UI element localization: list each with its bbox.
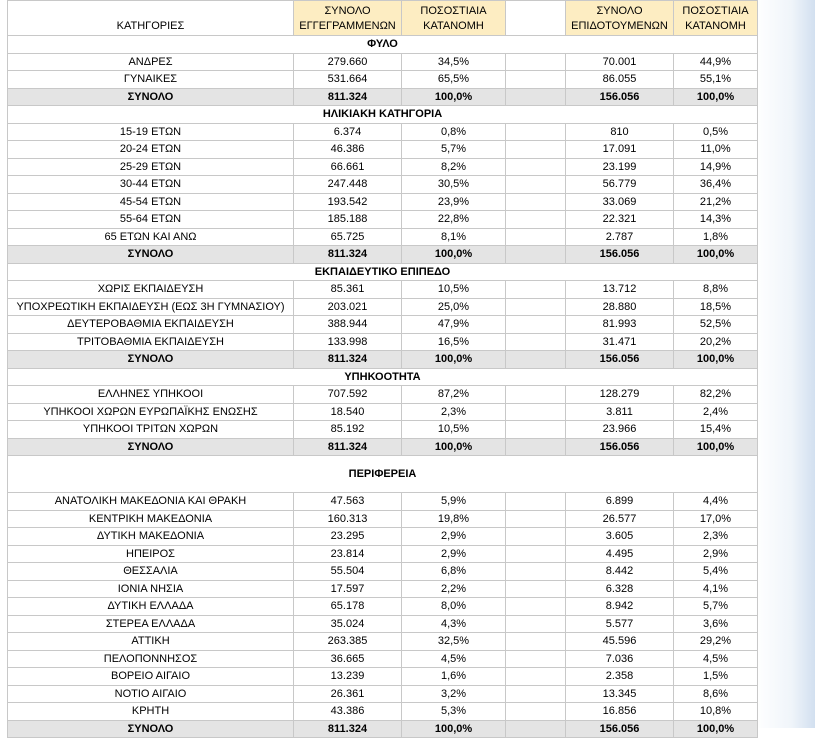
total-registered-pct: 100,0%: [402, 246, 506, 264]
section-header-row: [8, 263, 758, 281]
registered-count: 193.542: [294, 193, 402, 211]
table-row: [8, 71, 758, 89]
registered-count: 55.504: [294, 563, 402, 581]
spacer-cell: [506, 633, 566, 651]
header-line: ΚΑΤΑΝΟΜΗ: [685, 20, 746, 32]
registered-pct: 87,2%: [402, 386, 506, 404]
registered-count: 203.021: [294, 298, 402, 316]
subsidized-pct: 4,4%: [674, 493, 758, 511]
total-registered-count: 811.324: [294, 88, 402, 106]
subsidized-count: 45.596: [566, 633, 674, 651]
spacer-cell: [506, 421, 566, 439]
registered-count: 279.660: [294, 53, 402, 71]
subsidized-pct: 10,8%: [674, 703, 758, 721]
total-subsidized-count: 156.056: [566, 438, 674, 456]
subsidized-pct: 20,2%: [674, 333, 758, 351]
header-line: ΚΑΤΑΝΟΜΗ: [423, 20, 484, 32]
total-registered-pct: 100,0%: [402, 351, 506, 369]
spacer-cell: [506, 53, 566, 71]
registered-pct: 6,8%: [402, 563, 506, 581]
row-label: ΝΟΤΙΟ ΑΙΓΑΙΟ: [8, 685, 294, 703]
row-label: ΧΩΡΙΣ ΕΚΠΑΙΔΕΥΣΗ: [8, 281, 294, 299]
subsidized-count: 23.966: [566, 421, 674, 439]
row-label: ΙΟΝΙΑ ΝΗΣΙΑ: [8, 580, 294, 598]
registered-count: 531.664: [294, 71, 402, 89]
table-row: [8, 193, 758, 211]
subsidized-pct: 55,1%: [674, 71, 758, 89]
subsidized-count: 2.358: [566, 668, 674, 686]
row-label: ΔΕΥΤΕΡΟΒΑΘΜΙΑ ΕΚΠΑΙΔΕΥΣΗ: [8, 316, 294, 334]
registered-pct: 5,9%: [402, 493, 506, 511]
total-registered-count: 811.324: [294, 720, 402, 738]
row-label: ΔΥΤΙΚΗ ΕΛΛΑΔΑ: [8, 598, 294, 616]
spacer-cell: [506, 703, 566, 721]
registered-count: 35.024: [294, 615, 402, 633]
spacer-cell: [506, 650, 566, 668]
row-label: ΠΕΛΟΠΟΝΝΗΣΟΣ: [8, 650, 294, 668]
registered-pct: 65,5%: [402, 71, 506, 89]
table-row: [8, 685, 758, 703]
subsidized-count: 33.069: [566, 193, 674, 211]
spacer-cell: [506, 685, 566, 703]
subsidized-count: 3.605: [566, 528, 674, 546]
subsidized-count: 5.577: [566, 615, 674, 633]
subsidized-count: 23.199: [566, 158, 674, 176]
table-row: [8, 563, 758, 581]
header-line: ΣΥΝΟΛΟ: [324, 5, 371, 17]
subsidized-pct: 21,2%: [674, 193, 758, 211]
subsidized-pct: 36,4%: [674, 176, 758, 194]
total-subsidized-count: 156.056: [566, 88, 674, 106]
section-header-row: [8, 36, 758, 54]
subsidized-count: 26.577: [566, 510, 674, 528]
subsidized-pct: 3,6%: [674, 615, 758, 633]
total-row: [8, 720, 758, 738]
subsidized-pct: 1,5%: [674, 668, 758, 686]
spacer-cell: [506, 316, 566, 334]
total-row: [8, 246, 758, 264]
registered-pct: 19,8%: [402, 510, 506, 528]
header-subsidized-pct: [674, 1, 758, 36]
subsidized-pct: 4,5%: [674, 650, 758, 668]
table-row: [8, 633, 758, 651]
registered-count: 13.239: [294, 668, 402, 686]
registered-count: 46.386: [294, 141, 402, 159]
total-registered-count: 811.324: [294, 438, 402, 456]
header-subsidized-total: [566, 1, 674, 36]
spacer-cell: [506, 545, 566, 563]
table-row: [8, 281, 758, 299]
total-label: ΣΥΝΟΛΟ: [8, 720, 294, 738]
registered-count: 43.386: [294, 703, 402, 721]
table-row: [8, 545, 758, 563]
table-row: [8, 123, 758, 141]
spacer-cell: [506, 438, 566, 456]
subsidized-pct: 2,3%: [674, 528, 758, 546]
section-header-row: [8, 456, 758, 493]
table-row: [8, 53, 758, 71]
registered-count: 133.998: [294, 333, 402, 351]
registered-pct: 8,1%: [402, 228, 506, 246]
row-label: ΘΕΣΣΑΛΙΑ: [8, 563, 294, 581]
spacer-cell: [506, 598, 566, 616]
spacer-cell: [506, 580, 566, 598]
table-row: [8, 598, 758, 616]
subsidized-count: 13.712: [566, 281, 674, 299]
header-registered-pct: [402, 1, 506, 36]
header-line: ΠΟΣΟΣΤΙΑΙΑ: [420, 5, 487, 17]
registered-count: 47.563: [294, 493, 402, 511]
subsidized-pct: 2,4%: [674, 403, 758, 421]
table-row: [8, 141, 758, 159]
total-label: ΣΥΝΟΛΟ: [8, 88, 294, 106]
subsidized-count: 3.811: [566, 403, 674, 421]
subsidized-pct: 2,9%: [674, 545, 758, 563]
registered-pct: 10,5%: [402, 421, 506, 439]
spacer-cell: [506, 281, 566, 299]
table-row: [8, 528, 758, 546]
subsidized-pct: 11,0%: [674, 141, 758, 159]
spacer-cell: [506, 510, 566, 528]
total-registered-pct: 100,0%: [402, 438, 506, 456]
subsidized-count: 128.279: [566, 386, 674, 404]
subsidized-pct: 4,1%: [674, 580, 758, 598]
table-row: [8, 386, 758, 404]
spacer-cell: [506, 88, 566, 106]
registered-pct: 5,7%: [402, 141, 506, 159]
subsidized-pct: 82,2%: [674, 386, 758, 404]
registered-count: 185.188: [294, 211, 402, 229]
table-row: [8, 176, 758, 194]
spacer-cell: [506, 403, 566, 421]
row-label: ΑΝΑΤΟΛΙΚΗ ΜΑΚΕΔΟΝΙΑ ΚΑΙ ΘΡΑΚΗ: [8, 493, 294, 511]
window-edge-shade: [755, 0, 815, 728]
total-subsidized-pct: 100,0%: [674, 246, 758, 264]
registered-pct: 5,3%: [402, 703, 506, 721]
table-row: [8, 650, 758, 668]
registered-pct: 3,2%: [402, 685, 506, 703]
subsidized-pct: 1,8%: [674, 228, 758, 246]
registered-count: 26.361: [294, 685, 402, 703]
subsidized-pct: 29,2%: [674, 633, 758, 651]
table-row: [8, 158, 758, 176]
table-row: [8, 510, 758, 528]
registered-pct: 2,2%: [402, 580, 506, 598]
statistics-table: [7, 0, 758, 738]
registered-count: 160.313: [294, 510, 402, 528]
registered-pct: 22,8%: [402, 211, 506, 229]
spacer-cell: [506, 246, 566, 264]
subsidized-count: 6.328: [566, 580, 674, 598]
row-label: ΥΠΗΚΟΟΙ ΧΩΡΩΝ ΕΥΡΩΠΑΪΚΗΣ ΕΝΩΣΗΣ: [8, 403, 294, 421]
registered-pct: 16,5%: [402, 333, 506, 351]
registered-count: 36.665: [294, 650, 402, 668]
total-registered-count: 811.324: [294, 351, 402, 369]
registered-pct: 32,5%: [402, 633, 506, 651]
registered-count: 85.361: [294, 281, 402, 299]
section-title: ΥΠΗΚΟΟΤΗΤΑ: [8, 368, 758, 386]
table-row: [8, 493, 758, 511]
spacer-cell: [506, 668, 566, 686]
row-label: 20-24 ΕΤΩΝ: [8, 141, 294, 159]
registered-pct: 34,5%: [402, 53, 506, 71]
subsidized-count: 6.899: [566, 493, 674, 511]
table-row: [8, 421, 758, 439]
subsidized-pct: 5,4%: [674, 563, 758, 581]
spacer-cell: [506, 563, 566, 581]
row-label: ΔΥΤΙΚΗ ΜΑΚΕΔΟΝΙΑ: [8, 528, 294, 546]
spacer-cell: [506, 298, 566, 316]
registered-pct: 2,3%: [402, 403, 506, 421]
subsidized-pct: 5,7%: [674, 598, 758, 616]
section-title: ΦΥΛΟ: [8, 36, 758, 54]
spacer-cell: [506, 528, 566, 546]
spacer-cell: [506, 493, 566, 511]
table-row: [8, 668, 758, 686]
total-row: [8, 351, 758, 369]
subsidized-count: 81.993: [566, 316, 674, 334]
spacer-cell: [506, 333, 566, 351]
row-label: ΚΕΝΤΡΙΚΗ ΜΑΚΕΔΟΝΙΑ: [8, 510, 294, 528]
spacer-cell: [506, 615, 566, 633]
subsidized-count: 28.880: [566, 298, 674, 316]
table-row: [8, 615, 758, 633]
subsidized-pct: 8,6%: [674, 685, 758, 703]
row-label: ΣΤΕΡΕΑ ΕΛΛΑΔΑ: [8, 615, 294, 633]
subsidized-pct: 8,8%: [674, 281, 758, 299]
total-row: [8, 88, 758, 106]
registered-count: 85.192: [294, 421, 402, 439]
total-label: ΣΥΝΟΛΟ: [8, 438, 294, 456]
registered-count: 6.374: [294, 123, 402, 141]
total-registered-count: 811.324: [294, 246, 402, 264]
total-subsidized-pct: 100,0%: [674, 88, 758, 106]
registered-pct: 25,0%: [402, 298, 506, 316]
subsidized-count: 13.345: [566, 685, 674, 703]
section-header-row: [8, 368, 758, 386]
registered-pct: 4,3%: [402, 615, 506, 633]
row-label: ΑΤΤΙΚΗ: [8, 633, 294, 651]
total-subsidized-count: 156.056: [566, 246, 674, 264]
spacer-cell: [506, 71, 566, 89]
subsidized-pct: 0,5%: [674, 123, 758, 141]
spacer-cell: [506, 193, 566, 211]
spacer-cell: [506, 141, 566, 159]
subsidized-pct: 15,4%: [674, 421, 758, 439]
header-categories: ΚΑΤΗΓΟΡΙΕΣ: [8, 1, 294, 36]
row-label: ΤΡΙΤΟΒΑΘΜΙΑ ΕΚΠΑΙΔΕΥΣΗ: [8, 333, 294, 351]
registered-pct: 2,9%: [402, 528, 506, 546]
registered-count: 263.385: [294, 633, 402, 651]
section-title: ΕΚΠΑΙΔΕΥΤΙΚΟ ΕΠΙΠΕΔΟ: [8, 263, 758, 281]
row-label: ΥΠΟΧΡΕΩΤΙΚΗ ΕΚΠΑΙΔΕΥΣΗ (ΕΩΣ 3Η ΓΥΜΝΑΣΙΟΥ): [8, 298, 294, 316]
spacer-cell: [506, 158, 566, 176]
table-header-row: [8, 1, 758, 36]
subsidized-count: 16.856: [566, 703, 674, 721]
registered-count: 17.597: [294, 580, 402, 598]
subsidized-count: 22.321: [566, 211, 674, 229]
table-row: [8, 580, 758, 598]
header-spacer: [506, 1, 566, 36]
registered-count: 18.540: [294, 403, 402, 421]
subsidized-count: 31.471: [566, 333, 674, 351]
subsidized-count: 70.001: [566, 53, 674, 71]
row-label: 15-19 ΕΤΩΝ: [8, 123, 294, 141]
registered-pct: 0,8%: [402, 123, 506, 141]
table-row: [8, 211, 758, 229]
total-subsidized-count: 156.056: [566, 720, 674, 738]
subsidized-pct: 52,5%: [674, 316, 758, 334]
total-subsidized-pct: 100,0%: [674, 438, 758, 456]
subsidized-pct: 44,9%: [674, 53, 758, 71]
row-label: ΒΟΡΕΙΟ ΑΙΓΑΙΟ: [8, 668, 294, 686]
subsidized-count: 86.055: [566, 71, 674, 89]
spacer-cell: [506, 720, 566, 738]
subsidized-count: 2.787: [566, 228, 674, 246]
registered-count: 66.661: [294, 158, 402, 176]
spacer-cell: [506, 228, 566, 246]
total-label: ΣΥΝΟΛΟ: [8, 351, 294, 369]
row-label: 45-54 ΕΤΩΝ: [8, 193, 294, 211]
header-line: ΣΥΝΟΛΟ: [596, 5, 643, 17]
header-line: ΕΠΙΔΟΤΟΥΜΕΝΩΝ: [571, 20, 668, 32]
subsidized-count: 56.779: [566, 176, 674, 194]
row-label: ΗΠΕΙΡΟΣ: [8, 545, 294, 563]
registered-count: 65.725: [294, 228, 402, 246]
registered-pct: 1,6%: [402, 668, 506, 686]
row-label: ΑΝΔΡΕΣ: [8, 53, 294, 71]
table-row: [8, 403, 758, 421]
section-title: ΗΛΙΚΙΑΚΗ ΚΑΤΗΓΟΡΙΑ: [8, 106, 758, 124]
registered-count: 388.944: [294, 316, 402, 334]
registered-pct: 8,2%: [402, 158, 506, 176]
registered-count: 65.178: [294, 598, 402, 616]
total-subsidized-count: 156.056: [566, 351, 674, 369]
total-row: [8, 438, 758, 456]
spacer-cell: [506, 211, 566, 229]
registered-pct: 10,5%: [402, 281, 506, 299]
registered-count: 23.295: [294, 528, 402, 546]
section-title: ΠΕΡΙΦΕΡΕΙΑ: [8, 456, 758, 493]
subsidized-count: 8.942: [566, 598, 674, 616]
subsidized-count: 810: [566, 123, 674, 141]
row-label: 65 ΕΤΩΝ ΚΑΙ ΑΝΩ: [8, 228, 294, 246]
header-registered-total: [294, 1, 402, 36]
total-subsidized-pct: 100,0%: [674, 351, 758, 369]
table-row: [8, 228, 758, 246]
table-row: [8, 333, 758, 351]
table-row: [8, 298, 758, 316]
row-label: 25-29 ΕΤΩΝ: [8, 158, 294, 176]
total-subsidized-pct: 100,0%: [674, 720, 758, 738]
registered-pct: 30,5%: [402, 176, 506, 194]
table-row: [8, 316, 758, 334]
total-registered-pct: 100,0%: [402, 88, 506, 106]
header-line: ΠΟΣΟΣΤΙΑΙΑ: [682, 5, 749, 17]
spacer-cell: [506, 386, 566, 404]
registered-count: 247.448: [294, 176, 402, 194]
subsidized-count: 4.495: [566, 545, 674, 563]
subsidized-pct: 18,5%: [674, 298, 758, 316]
subsidized-pct: 17,0%: [674, 510, 758, 528]
spacer-cell: [506, 176, 566, 194]
row-label: 55-64 ΕΤΩΝ: [8, 211, 294, 229]
registered-pct: 47,9%: [402, 316, 506, 334]
row-label: ΕΛΛΗΝΕΣ ΥΠΗΚΟΟΙ: [8, 386, 294, 404]
subsidized-count: 7.036: [566, 650, 674, 668]
section-header-row: [8, 106, 758, 124]
row-label: ΚΡΗΤΗ: [8, 703, 294, 721]
spacer-cell: [506, 351, 566, 369]
spacer-cell: [506, 123, 566, 141]
row-label: ΥΠΗΚΟΟΙ ΤΡΙΤΩΝ ΧΩΡΩΝ: [8, 421, 294, 439]
registered-pct: 2,9%: [402, 545, 506, 563]
table-row: [8, 703, 758, 721]
registered-pct: 23,9%: [402, 193, 506, 211]
registered-count: 707.592: [294, 386, 402, 404]
header-line: ΕΓΓΕΓΡΑΜΜΕΝΩΝ: [299, 20, 396, 32]
row-label: 30-44 ΕΤΩΝ: [8, 176, 294, 194]
registered-pct: 8,0%: [402, 598, 506, 616]
registered-count: 23.814: [294, 545, 402, 563]
subsidized-count: 17.091: [566, 141, 674, 159]
row-label: ΓΥΝΑΙΚΕΣ: [8, 71, 294, 89]
subsidized-pct: 14,9%: [674, 158, 758, 176]
total-registered-pct: 100,0%: [402, 720, 506, 738]
total-label: ΣΥΝΟΛΟ: [8, 246, 294, 264]
subsidized-count: 8.442: [566, 563, 674, 581]
subsidized-pct: 14,3%: [674, 211, 758, 229]
table-body: [8, 36, 758, 738]
registered-pct: 4,5%: [402, 650, 506, 668]
